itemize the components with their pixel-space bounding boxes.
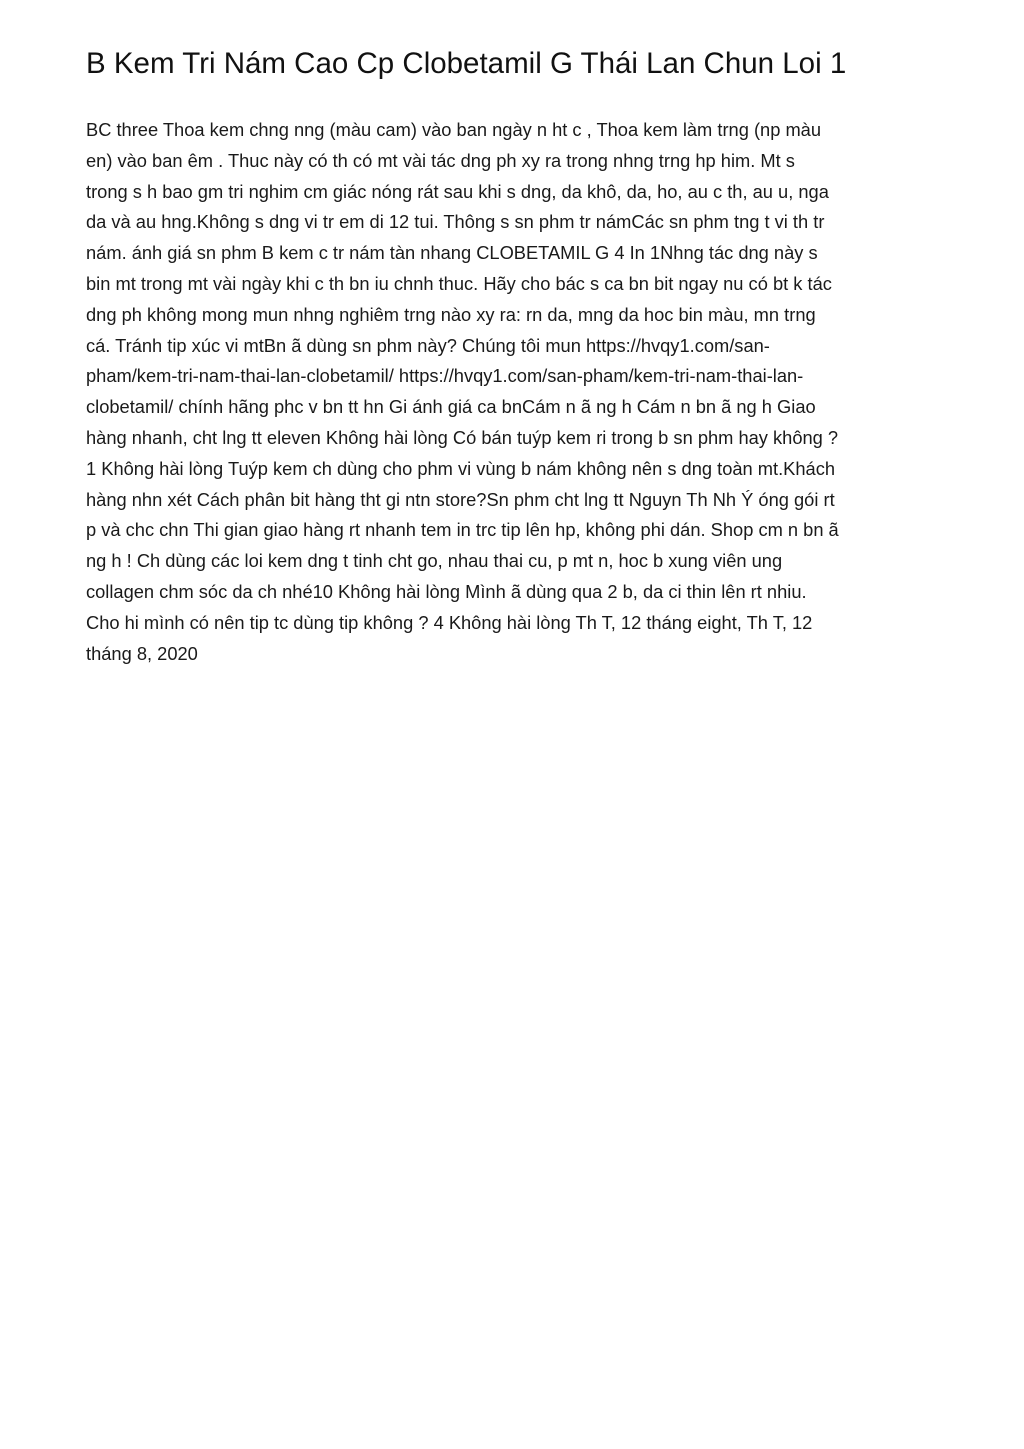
- body-line: cá. Tránh tip xúc vi mtBn ã dùng sn phm này? Chúng tôi mun https://hvqy1.com/san-: [86, 334, 770, 356]
- document-body: [86, 115, 956, 669]
- body-line: clobetamil/ chính hãng phc v bn tt hn Gi ánh giá ca bnCám n ã ng h Cám n bn ã ng h Giao: [86, 396, 816, 418]
- body-line: hàng nhn xét Cách phân bit hàng tht gi ntn store?Sn phm cht lng tt Nguyn Th Nh Ý óng gói rt: [86, 488, 835, 510]
- body-line: nám. ánh giá sn phm B kem c tr nám tàn nhang CLOBETAMIL G 4 In 1Nhng tác dng này s: [86, 242, 818, 264]
- body-line: trong s h bao gm tri nghim cm giác nóng rát sau khi s dng, da khô, da, ho, au c th, au u, nga: [86, 180, 829, 202]
- body-line: 1 Không hài lòng Tuýp kem ch dùng cho phm vi vùng b nám không nên s dng toàn mt.Khách: [86, 457, 836, 479]
- body-line: collagen chm sóc da ch nhé10 Không hài lòng Mình ã dùng qua 2 b, da ci thin lên rt nhiu.: [86, 580, 807, 602]
- body-line: da và au hng.Không s dng vi tr em di 12 tui. Thông s sn phm tr námCác sn phm tng t vi th tr: [86, 211, 825, 233]
- body-line: p và chc chn Thi gian giao hàng rt nhanh tem in trc tip lên hp, không phi dán. Shop cm n bn ã: [86, 519, 839, 541]
- document-title: B Kem Tri Nám Cao Cp Clobetamil G Thái Lan Chun Loi 1: [86, 47, 847, 80]
- body-line: BC three Thoa kem chng nng (màu cam) vào ban ngày n ht c , Thoa kem làm trng (np màu: [86, 119, 822, 140]
- body-line: Cho hi mình có nên tip tc dùng tip không ? 4 Không hài lòng Th T, 12 tháng eight, Th T, 12: [86, 611, 813, 633]
- body-line: dng ph không mong mun nhng nghiêm trng nào xy ra: rn da, mng da hoc bin màu, mn trng: [86, 303, 816, 325]
- body-line: bin mt trong mt vài ngày khi c th bn iu chnh thuc. Hãy cho bác s ca bn bit ngay nu có bt k tác: [86, 272, 832, 294]
- body-line: pham/kem-tri-nam-thai-lan-clobetamil/ https://hvqy1.com/san-pham/kem-tri-nam-thai-lan-: [86, 365, 804, 387]
- body-line: ng h ! Ch dùng các loi kem dng t tinh cht go, nhau thai cu, p mt n, hoc b xung viên ung: [86, 550, 783, 572]
- body-line: hàng nhanh, cht lng tt eleven Không hài lòng Có bán tuýp kem ri trong b sn phm hay không ?: [86, 426, 839, 448]
- body-line: en) vào ban êm . Thuc này có th có mt vài tác dng ph xy ra trong nhng trng hp him. Mt s: [86, 149, 795, 171]
- body-line: tháng 8, 2020: [86, 642, 198, 664]
